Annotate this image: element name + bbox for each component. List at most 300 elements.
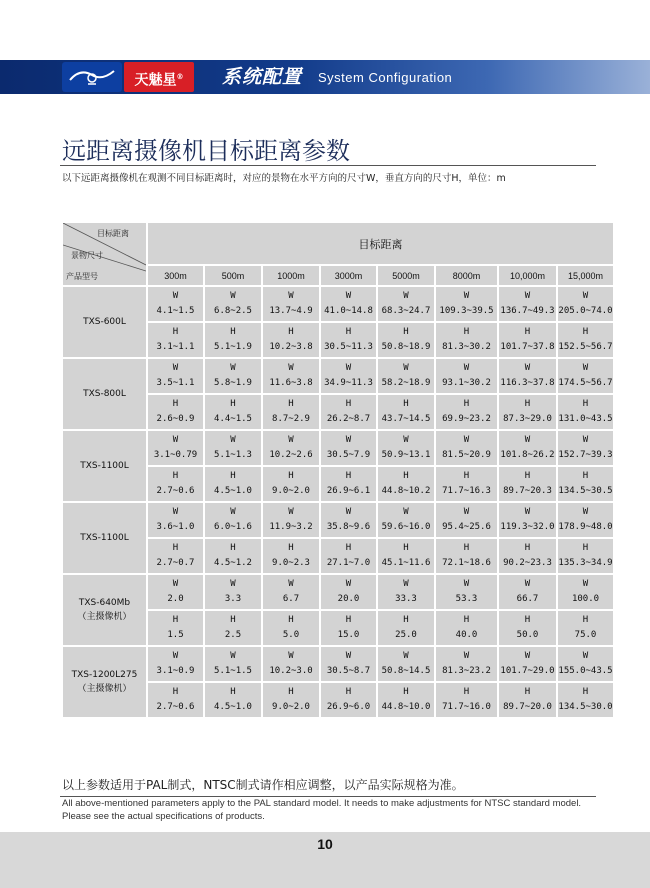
dimension-label: W	[582, 291, 589, 301]
dimension-value: 26.9~6.1	[326, 486, 371, 496]
dimension-label: W	[172, 651, 179, 661]
value-cell-h	[499, 683, 556, 717]
dimension-value: 81.3~30.2	[442, 342, 491, 352]
dimension-label: H	[403, 543, 409, 553]
value-cell-h	[148, 611, 203, 645]
value-cell-w	[205, 647, 261, 681]
dimension-value: 2.0	[167, 594, 184, 604]
dimension-value: 134.5~30.0	[558, 702, 613, 712]
value-cell-h	[558, 611, 613, 645]
dimension-label: H	[230, 471, 236, 481]
value-cell-w	[148, 503, 203, 537]
dimension-label: W	[582, 363, 589, 373]
dimension-value: 81.3~23.2	[442, 666, 491, 676]
value-cell-h	[499, 395, 556, 429]
dimension-label: W	[463, 651, 470, 661]
dimension-label: H	[172, 687, 179, 697]
dimension-value: 4.5~1.0	[214, 486, 252, 496]
dimension-label: H	[172, 327, 179, 337]
value-cell-w	[558, 503, 613, 537]
dimension-label: H	[288, 399, 294, 409]
value-cell-w	[205, 575, 261, 609]
dimension-value: 27.1~7.0	[326, 558, 371, 568]
dimension-value: 26.9~6.0	[326, 702, 371, 712]
dimension-value: 109.3~39.5	[439, 306, 494, 316]
model-cell	[63, 287, 146, 357]
dimension-value: 174.5~56.7	[558, 378, 613, 388]
table-row	[63, 575, 613, 609]
dimension-label: W	[288, 579, 294, 589]
dimension-label: W	[230, 363, 236, 373]
value-cell-h	[321, 539, 376, 573]
dimension-label: H	[524, 399, 531, 409]
dimension-label: H	[345, 471, 352, 481]
value-cell-h	[148, 467, 203, 501]
value-cell-h	[558, 683, 613, 717]
section-title-en: System Configuration	[318, 70, 453, 85]
footnote-cn: 以上参数适用于PAL制式，NTSC制式请作相应调整，以产品实际规格为准。	[62, 778, 464, 792]
value-cell-h	[378, 323, 434, 357]
model-cell	[63, 647, 146, 717]
dimension-value: 69.9~23.2	[442, 414, 491, 424]
value-cell-w	[263, 359, 319, 393]
dimension-label: W	[524, 507, 531, 517]
dimension-value: 9.0~2.0	[272, 702, 310, 712]
dimension-label: W	[524, 435, 531, 445]
dimension-label: W	[524, 651, 531, 661]
value-cell-h	[558, 539, 613, 573]
value-cell-h	[205, 395, 261, 429]
dimension-value: 13.7~4.9	[269, 306, 313, 316]
dimension-value: 10.2~2.6	[269, 450, 313, 460]
value-cell-h	[436, 323, 497, 357]
model-name: （主摄像机）	[77, 684, 132, 694]
brand-logo-icon	[62, 62, 122, 92]
dimension-value: 6.0~1.6	[214, 522, 252, 532]
dimension-value: 25.0	[395, 630, 417, 640]
distance-header: 1000m	[263, 266, 319, 285]
dimension-label: H	[230, 327, 236, 337]
dimension-label: H	[524, 615, 531, 625]
value-cell-h	[378, 467, 434, 501]
value-cell-w	[499, 359, 556, 393]
distance-header: 3000m	[321, 266, 376, 285]
brand-name: 天魅星®	[124, 62, 194, 92]
dimension-value: 50.8~14.5	[381, 666, 431, 676]
value-cell-w	[321, 647, 376, 681]
dimension-value: 5.1~1.3	[214, 450, 252, 460]
dimension-value: 6.7	[282, 594, 300, 604]
dimension-value: 5.1~1.5	[214, 666, 252, 676]
dimension-value: 4.5~1.2	[214, 558, 252, 568]
dimension-label: W	[463, 291, 470, 301]
value-cell-w	[263, 503, 319, 537]
value-cell-w	[263, 431, 319, 465]
dimension-label: W	[582, 507, 589, 517]
value-cell-w	[205, 287, 261, 321]
dimension-label: W	[172, 507, 179, 517]
dimension-label: W	[463, 435, 470, 445]
table-row	[63, 287, 613, 321]
value-cell-h	[205, 467, 261, 501]
dimension-value: 90.2~23.3	[503, 558, 552, 568]
table-body	[63, 287, 613, 717]
dimension-label: H	[524, 687, 531, 697]
value-cell-w	[263, 575, 319, 609]
value-cell-w	[499, 287, 556, 321]
dimension-label: H	[345, 687, 352, 697]
dimension-label: W	[288, 291, 294, 301]
dimension-value: 72.1~18.6	[442, 558, 491, 568]
value-cell-w	[558, 359, 613, 393]
dimension-value: 10.2~3.0	[269, 666, 313, 676]
value-cell-h	[436, 395, 497, 429]
value-cell-h	[263, 467, 319, 501]
value-cell-h	[148, 323, 203, 357]
dimension-label: H	[582, 543, 589, 553]
header-target-distance: 目标距离	[148, 223, 613, 264]
dimension-value: 5.1~1.9	[214, 342, 252, 352]
value-cell-h	[499, 323, 556, 357]
dimension-value: 68.3~24.7	[381, 306, 431, 316]
dimension-value: 34.9~11.3	[324, 378, 373, 388]
dimension-value: 2.7~0.6	[156, 702, 195, 712]
value-cell-h	[263, 395, 319, 429]
dimension-value: 131.0~43.5	[558, 414, 613, 424]
dimension-label: H	[230, 615, 236, 625]
value-cell-h	[558, 395, 613, 429]
dimension-label: W	[403, 507, 409, 517]
dimension-value: 101.7~29.0	[500, 666, 555, 676]
value-cell-w	[321, 359, 376, 393]
dimension-label: H	[463, 327, 470, 337]
dimension-label: H	[582, 687, 589, 697]
value-cell-w	[321, 503, 376, 537]
dimension-value: 89.7~20.0	[503, 702, 552, 712]
value-cell-h	[378, 683, 434, 717]
dimension-label: H	[288, 543, 294, 553]
dimension-label: W	[345, 651, 352, 661]
value-cell-w	[436, 431, 497, 465]
dimension-value: 66.7	[516, 594, 539, 604]
value-cell-w	[558, 287, 613, 321]
model-cell	[63, 575, 146, 645]
value-cell-h	[436, 539, 497, 573]
model-name: TXS-640Mb	[78, 598, 131, 608]
dimension-label: W	[463, 363, 470, 373]
dimension-label: W	[524, 363, 531, 373]
dimension-label: W	[403, 435, 409, 445]
value-cell-w	[436, 503, 497, 537]
dimension-label: H	[403, 615, 409, 625]
dimension-value: 100.0	[571, 594, 600, 604]
value-cell-w	[499, 647, 556, 681]
dimension-value: 3.1~0.79	[153, 450, 198, 460]
model-cell	[63, 503, 146, 573]
dimension-value: 116.3~37.8	[500, 378, 555, 388]
page-subtitle: 以下远距离摄像机在观测不同目标距离时，对应的景物在水平方向的尺寸W，垂直方向的尺寸H，单位：m	[62, 173, 506, 184]
dimension-label: H	[288, 687, 294, 697]
value-cell-w	[263, 287, 319, 321]
value-cell-h	[205, 683, 261, 717]
dimension-label: H	[463, 687, 470, 697]
dimension-value: 53.3	[455, 594, 478, 604]
dimension-label: W	[463, 579, 470, 589]
dimension-label: H	[288, 471, 294, 481]
value-cell-h	[378, 611, 434, 645]
dimension-value: 44.8~10.0	[381, 702, 431, 712]
dimension-value: 50.8~18.9	[381, 342, 431, 352]
dimension-label: H	[582, 327, 589, 337]
value-cell-w	[378, 287, 434, 321]
dimension-value: 26.2~8.7	[326, 414, 371, 424]
model-cell	[63, 359, 146, 429]
value-cell-h	[205, 323, 261, 357]
dimension-value: 101.7~37.8	[500, 342, 555, 352]
dimension-label: H	[230, 687, 236, 697]
dimension-value: 4.4~1.5	[214, 414, 252, 424]
page-title: 远距离摄像机目标距离参数	[62, 137, 350, 165]
value-cell-w	[558, 431, 613, 465]
dimension-label: H	[172, 399, 179, 409]
distance-header: 10,000m	[499, 266, 556, 285]
dimension-label: W	[582, 579, 589, 589]
dimension-value: 135.3~34.9	[558, 558, 613, 568]
value-cell-w	[205, 503, 261, 537]
value-cell-w	[436, 575, 497, 609]
value-cell-w	[263, 647, 319, 681]
dimension-value: 119.3~32.0	[500, 522, 555, 532]
dimension-value: 10.2~3.8	[269, 342, 313, 352]
value-cell-h	[378, 395, 434, 429]
model-name: TXS-1100L	[80, 461, 129, 471]
corner-label-distance: 目标距离	[97, 229, 129, 238]
dimension-value: 4.1~1.5	[156, 306, 195, 316]
dimension-label: W	[345, 363, 352, 373]
table-row	[63, 503, 613, 537]
dimension-label: H	[582, 471, 589, 481]
dimension-value: 71.7~16.3	[442, 486, 491, 496]
dimension-label: W	[288, 507, 294, 517]
dimension-value: 205.0~74.0	[558, 306, 613, 316]
dimension-label: H	[463, 543, 470, 553]
dimension-label: W	[403, 651, 409, 661]
value-cell-w	[321, 575, 376, 609]
value-cell-h	[263, 611, 319, 645]
dimension-value: 30.5~8.7	[326, 666, 371, 676]
value-cell-w	[321, 287, 376, 321]
value-cell-h	[148, 683, 203, 717]
value-cell-h	[148, 539, 203, 573]
dimension-label: W	[403, 363, 409, 373]
dimension-value: 30.5~11.3	[324, 342, 373, 352]
dimension-value: 93.1~30.2	[442, 378, 491, 388]
dimension-value: 9.0~2.0	[272, 486, 310, 496]
dimension-value: 9.0~2.3	[272, 558, 310, 568]
value-cell-w	[436, 287, 497, 321]
model-name: TXS-1100L	[80, 533, 129, 543]
value-cell-h	[148, 395, 203, 429]
dimension-value: 89.7~20.3	[503, 486, 552, 496]
dimension-value: 30.5~7.9	[326, 450, 371, 460]
title-divider	[60, 165, 596, 166]
dimension-value: 58.2~18.9	[381, 378, 431, 388]
dimension-label: W	[524, 291, 531, 301]
distance-header: 5000m	[378, 266, 434, 285]
value-cell-w	[499, 431, 556, 465]
dimension-label: H	[345, 399, 352, 409]
dimension-label: W	[172, 363, 179, 373]
model-name: TXS-600L	[83, 317, 126, 327]
dimension-value: 4.5~1.0	[214, 702, 252, 712]
dimension-value: 3.3	[224, 594, 242, 604]
value-cell-h	[436, 467, 497, 501]
dimension-label: W	[172, 579, 179, 589]
value-cell-w	[148, 575, 203, 609]
dimension-label: H	[172, 543, 179, 553]
value-cell-h	[436, 611, 497, 645]
dimension-value: 8.7~2.9	[272, 414, 310, 424]
dimension-label: H	[524, 543, 531, 553]
dimension-value: 6.8~2.5	[214, 306, 252, 316]
value-cell-w	[436, 647, 497, 681]
dimension-value: 2.5	[224, 630, 242, 640]
value-cell-w	[378, 431, 434, 465]
dimension-label: W	[230, 579, 236, 589]
dimension-value: 45.1~11.6	[381, 558, 431, 568]
dimension-label: W	[463, 507, 470, 517]
dimension-value: 1.5	[167, 630, 184, 640]
dimension-label: W	[172, 291, 179, 301]
value-cell-h	[321, 323, 376, 357]
value-cell-h	[321, 395, 376, 429]
dimension-label: H	[345, 543, 352, 553]
dimension-value: 134.5~30.5	[558, 486, 613, 496]
value-cell-w	[205, 359, 261, 393]
value-cell-h	[205, 611, 261, 645]
model-cell	[63, 431, 146, 501]
dimension-label: H	[403, 471, 409, 481]
dimension-value: 44.8~10.2	[381, 486, 431, 496]
corner-label-model: 产品型号	[66, 272, 98, 281]
dimension-label: W	[345, 435, 352, 445]
dimension-value: 87.3~29.0	[503, 414, 552, 424]
dimension-label: H	[463, 615, 470, 625]
value-cell-h	[263, 539, 319, 573]
table-row	[63, 431, 613, 465]
dimension-label: H	[288, 615, 294, 625]
dimension-label: W	[403, 579, 409, 589]
table-row	[63, 647, 613, 681]
distance-header: 15,000m	[558, 266, 613, 285]
dimension-value: 40.0	[455, 630, 478, 640]
value-cell-w	[499, 575, 556, 609]
dimension-value: 50.9~13.1	[381, 450, 431, 460]
value-cell-w	[378, 647, 434, 681]
value-cell-h	[436, 683, 497, 717]
model-name: TXS-1200L275	[71, 670, 138, 680]
value-cell-w	[378, 359, 434, 393]
dimension-value: 2.7~0.6	[156, 486, 195, 496]
value-cell-w	[378, 503, 434, 537]
distance-header: 8000m	[436, 266, 497, 285]
value-cell-h	[558, 467, 613, 501]
dimension-value: 2.7~0.7	[156, 558, 195, 568]
dimension-label: W	[524, 579, 531, 589]
dimension-value: 3.1~1.1	[156, 342, 195, 352]
dimension-label: W	[582, 435, 589, 445]
dimension-label: H	[463, 399, 470, 409]
dimension-label: H	[524, 471, 531, 481]
dimension-value: 15.0	[337, 630, 360, 640]
value-cell-w	[148, 287, 203, 321]
value-cell-h	[499, 467, 556, 501]
dimension-value: 101.8~26.2	[500, 450, 555, 460]
dimension-value: 33.3	[395, 594, 417, 604]
dimension-label: H	[582, 399, 589, 409]
value-cell-h	[321, 611, 376, 645]
dimension-label: H	[288, 327, 294, 337]
dimension-label: W	[230, 435, 236, 445]
dimension-label: H	[345, 615, 352, 625]
dimension-label: W	[288, 435, 294, 445]
value-cell-h	[378, 539, 434, 573]
spec-table	[61, 221, 615, 719]
dimension-value: 3.5~1.1	[156, 378, 195, 388]
dimension-value: 5.0	[282, 630, 300, 640]
dimension-label: W	[230, 291, 236, 301]
dimension-value: 3.1~0.9	[156, 666, 195, 676]
value-cell-w	[205, 431, 261, 465]
value-cell-h	[321, 467, 376, 501]
dimension-value: 155.0~43.5	[558, 666, 613, 676]
value-cell-w	[558, 575, 613, 609]
value-cell-w	[148, 359, 203, 393]
dimension-value: 2.6~0.9	[156, 414, 195, 424]
dimension-value: 3.6~1.0	[156, 522, 195, 532]
value-cell-w	[378, 575, 434, 609]
value-cell-w	[148, 431, 203, 465]
dimension-value: 71.7~16.0	[442, 702, 491, 712]
dimension-label: W	[403, 291, 409, 301]
section-title-cn: 系统配置	[222, 66, 303, 88]
dimension-value: 136.7~49.3	[500, 306, 555, 316]
dimension-value: 81.5~20.9	[442, 450, 491, 460]
dimension-label: H	[403, 687, 409, 697]
dimension-value: 11.9~3.2	[269, 522, 313, 532]
value-cell-w	[321, 431, 376, 465]
dimension-label: H	[524, 327, 531, 337]
dimension-value: 20.0	[337, 594, 360, 604]
value-cell-w	[148, 647, 203, 681]
value-cell-h	[499, 611, 556, 645]
dimension-value: 5.8~1.9	[214, 378, 252, 388]
dimension-value: 11.6~3.8	[269, 378, 313, 388]
dimension-value: 59.6~16.0	[381, 522, 431, 532]
dimension-label: W	[582, 651, 589, 661]
model-name: TXS-800L	[83, 389, 126, 399]
value-cell-w	[436, 359, 497, 393]
value-cell-w	[558, 647, 613, 681]
value-cell-h	[558, 323, 613, 357]
dimension-label: W	[288, 651, 294, 661]
distance-header: 500m	[205, 266, 261, 285]
dimension-label: W	[172, 435, 179, 445]
dimension-value: 35.8~9.6	[326, 522, 371, 532]
dimension-label: H	[463, 471, 470, 481]
dimension-label: W	[345, 507, 352, 517]
value-cell-h	[263, 683, 319, 717]
